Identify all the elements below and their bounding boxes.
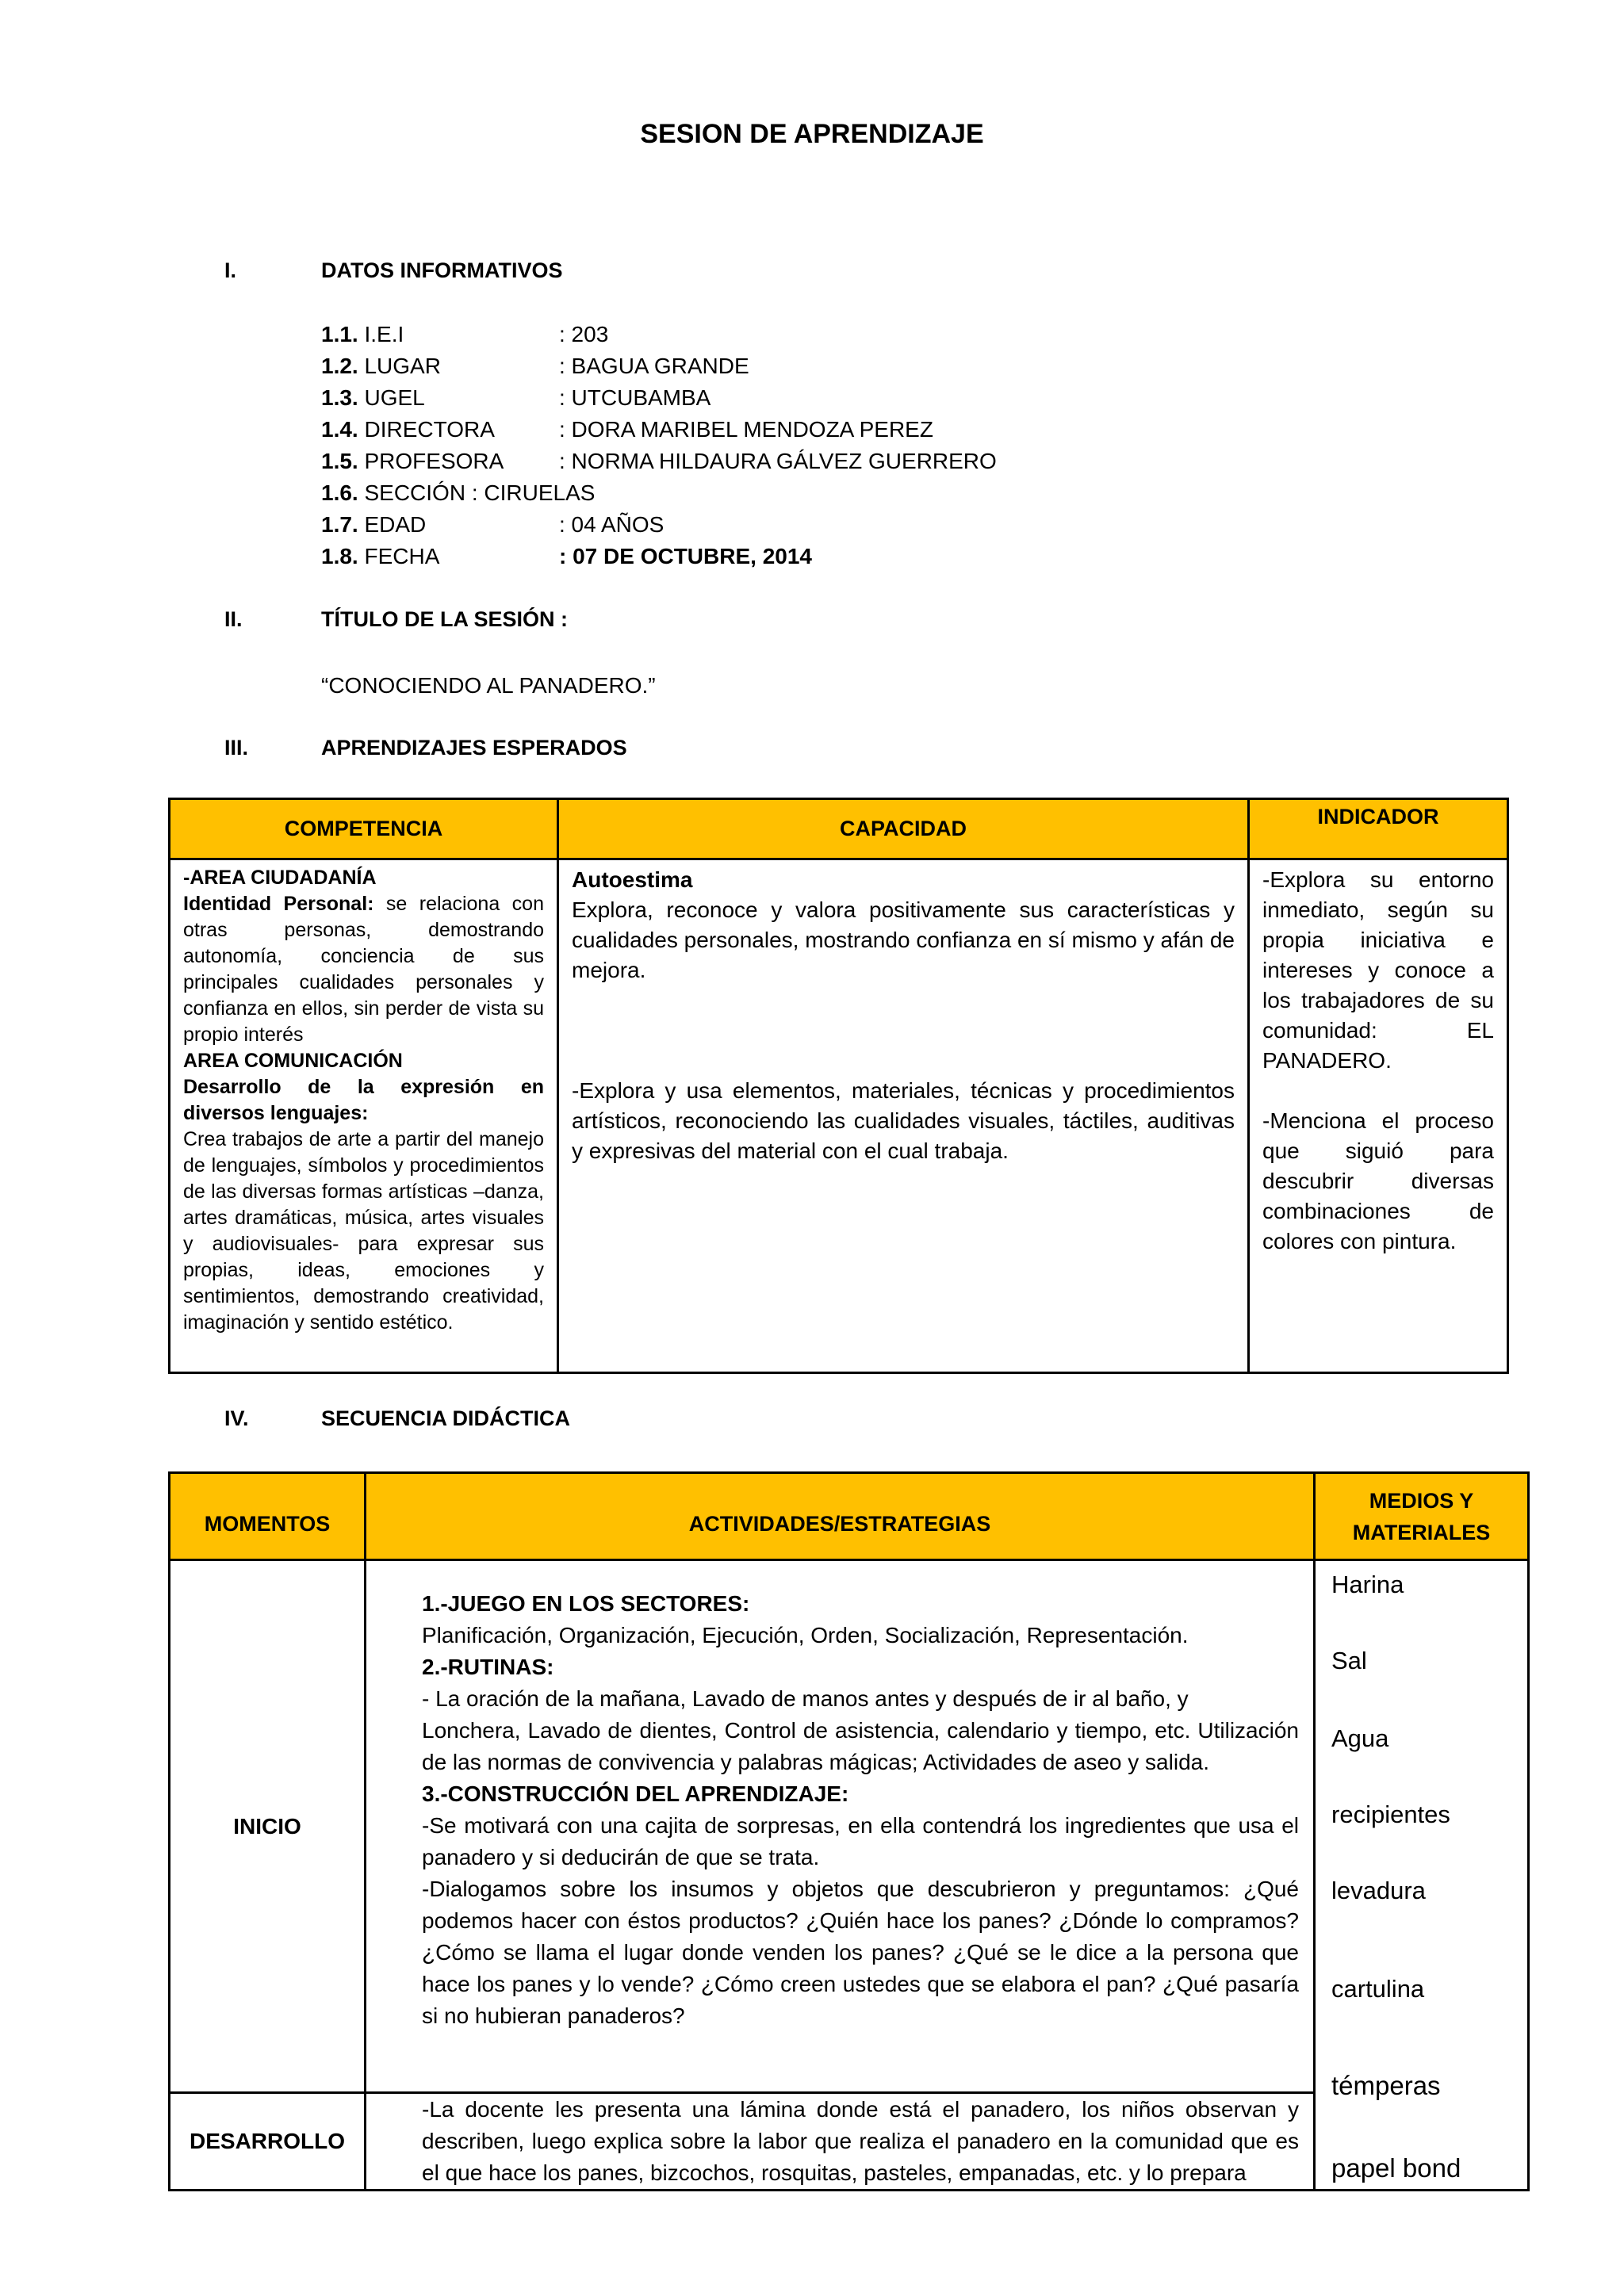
indicador-p1: -Explora su entorno inmediato, según su propia iniciativa e intereses y conoce a los trabajadores de su comunidad: EL PANADERO. xyxy=(1262,867,1494,1073)
autoestima: Autoestima xyxy=(572,867,693,892)
indicador-cell xyxy=(1249,859,1508,1373)
session-title: “CONOCIENDO AL PANADERO.” xyxy=(321,673,656,698)
header-materiales: MEDIOS Y MATERIALES xyxy=(1315,1473,1529,1560)
section-number: II. xyxy=(224,607,243,631)
indicador-p2: -Menciona el proceso que siguió para descubrir diversas combinaciones de colores con pintura. xyxy=(1262,1108,1494,1253)
material-item: Harina xyxy=(1331,1571,1404,1598)
table-row xyxy=(170,859,1508,1373)
momento-desarrollo: DESARROLLO xyxy=(170,2093,366,2191)
material-item: recipientes xyxy=(1331,1800,1450,1828)
capacidad-cell xyxy=(558,859,1249,1373)
material-item: papel bond xyxy=(1331,2153,1461,2183)
material-item: levadura xyxy=(1331,1877,1426,1904)
crea-trabajos: Crea trabajos de arte a partir del manejo de lenguajes, símbolos y procedimientos de las diversas formas artísticas –danza, artes dramáticas, música, artes visuales y audiovisuales- para expresar sus propias, ideas, emociones y sentimientos, demostrando creatividad, imaginación y sentido estético. xyxy=(183,1128,544,1334)
momento-inicio: INICIO xyxy=(170,1560,366,2093)
inicio-actividades: 1.-JUEGO EN LOS SECTORES: Planificación, Organización, Ejecución, Orden, Socialización, Representación. 2.-RUTINAS: - La oración de la mañana, Lavado de manos antes y después de ir al baño, y Lonchera, Lavado de dientes, Control de asistencia, calendario y tiempo, etc. Utilización de las normas de convivencia y palabras mágicas; Actividades de aseo y salida. 3.-CONSTRUCCIÓN DEL APRENDIZAJE: -Se motivará con una cajita de sorpresas, en ella contendrá los ingredientes que usa el panadero y si deducirán de que se trata. -Dialogamos sobre los insumos y objetos que descubrieron y preguntamos: ¿Qué podemos hacer con éstos productos? ¿Quién hace los panes? ¿Dónde lo compramos? ¿Cómo se llama el lugar donde venden los panes? ¿Qué se le dice a la persona que hace los panes y lo vende? ¿Cómo creen ustedes que se elabora el pan? ¿Qué pasaría si no hubieran panaderos? xyxy=(366,1560,1315,2093)
secuencia-table xyxy=(168,1471,1530,2191)
aprendizajes-table xyxy=(168,798,1509,1374)
capacidad-p2: -Explora y usa elementos, materiales, técnicas y procedimientos artísticos, reconociendo las cualidades visuales, táctiles, auditivas y expresivas del material con el cual trabaja. xyxy=(572,1078,1235,1163)
material-item: Agua xyxy=(1331,1724,1389,1752)
page-title: SESION DE APRENDIZAJE xyxy=(640,119,984,149)
area-ciudadania: -AREA CIUDADANÍA xyxy=(183,867,377,889)
section-title: DATOS INFORMATIVOS xyxy=(321,258,563,282)
table-header-row xyxy=(170,799,1508,859)
identidad-personal: Identidad Personal: se relaciona con otras personas, demostrando autonomía, conciencia de sus principales cualidades personales y confianza en ellos, sin perder de vista su propio interés xyxy=(183,893,544,1046)
material-item: Sal xyxy=(1331,1647,1367,1674)
expresion-lenguajes: Desarrollo de la expresión en diversos lenguajes: xyxy=(183,1076,544,1124)
section-title: SECUENCIA DIDÁCTICA xyxy=(321,1406,571,1430)
section-title: APRENDIZAJES ESPERADOS xyxy=(321,736,627,760)
header-actividades: ACTIVIDADES/ESTRATEGIAS xyxy=(366,1473,1315,1560)
header-competencia: COMPETENCIA xyxy=(170,799,558,859)
material-item: cartulina xyxy=(1331,1975,1425,2003)
material-item: témperas xyxy=(1331,2071,1441,2100)
capacidad-p1: Explora, reconoce y valora positivamente sus características y cualidades personales, mostrando confianza en sí mismo y afán de mejora. xyxy=(572,897,1235,982)
table-header-row xyxy=(170,1473,1529,1560)
header-indicador: INDICADOR xyxy=(1249,799,1508,859)
competencia-cell xyxy=(170,859,558,1373)
table-row xyxy=(170,1560,1529,2093)
section-number: III. xyxy=(224,736,249,760)
header-capacidad: CAPACIDAD xyxy=(558,799,1249,859)
section-number: I. xyxy=(224,258,237,282)
header-momentos: MOMENTOS xyxy=(170,1473,366,1560)
section-title: TÍTULO DE LA SESIÓN : xyxy=(321,607,569,631)
area-comunicacion: AREA COMUNICACIÓN xyxy=(183,1050,403,1072)
info-list: 1.1. I.E.I : 203 1.2. LUGAR : BAGUA GRANDE 1.3. UGEL : UTCUBAMBA 1.4. DIRECTORA : DORA MARIBEL MENDOZA PEREZ 1.5. PROFESORA : NORMA HILDAURA GÁLVEZ GUERRERO 1.6. SECCIÓN : CIRUELAS 1.7. EDAD : 04 AÑOS 1.8. FECHA : 07 DE OCTUBRE, 2014 xyxy=(321,322,997,568)
section-number: IV. xyxy=(224,1406,249,1430)
desarrollo-actividades: -La docente les presenta una lámina donde está el panadero, los niños observan y describen, luego explica sobre la labor que realiza el panadero en la comunidad que es el que hace los panes, bizcochos, rosquitas, pasteles, empanadas, etc. y lo prepara xyxy=(366,2093,1315,2191)
materiales-cell xyxy=(1315,1560,1529,2191)
